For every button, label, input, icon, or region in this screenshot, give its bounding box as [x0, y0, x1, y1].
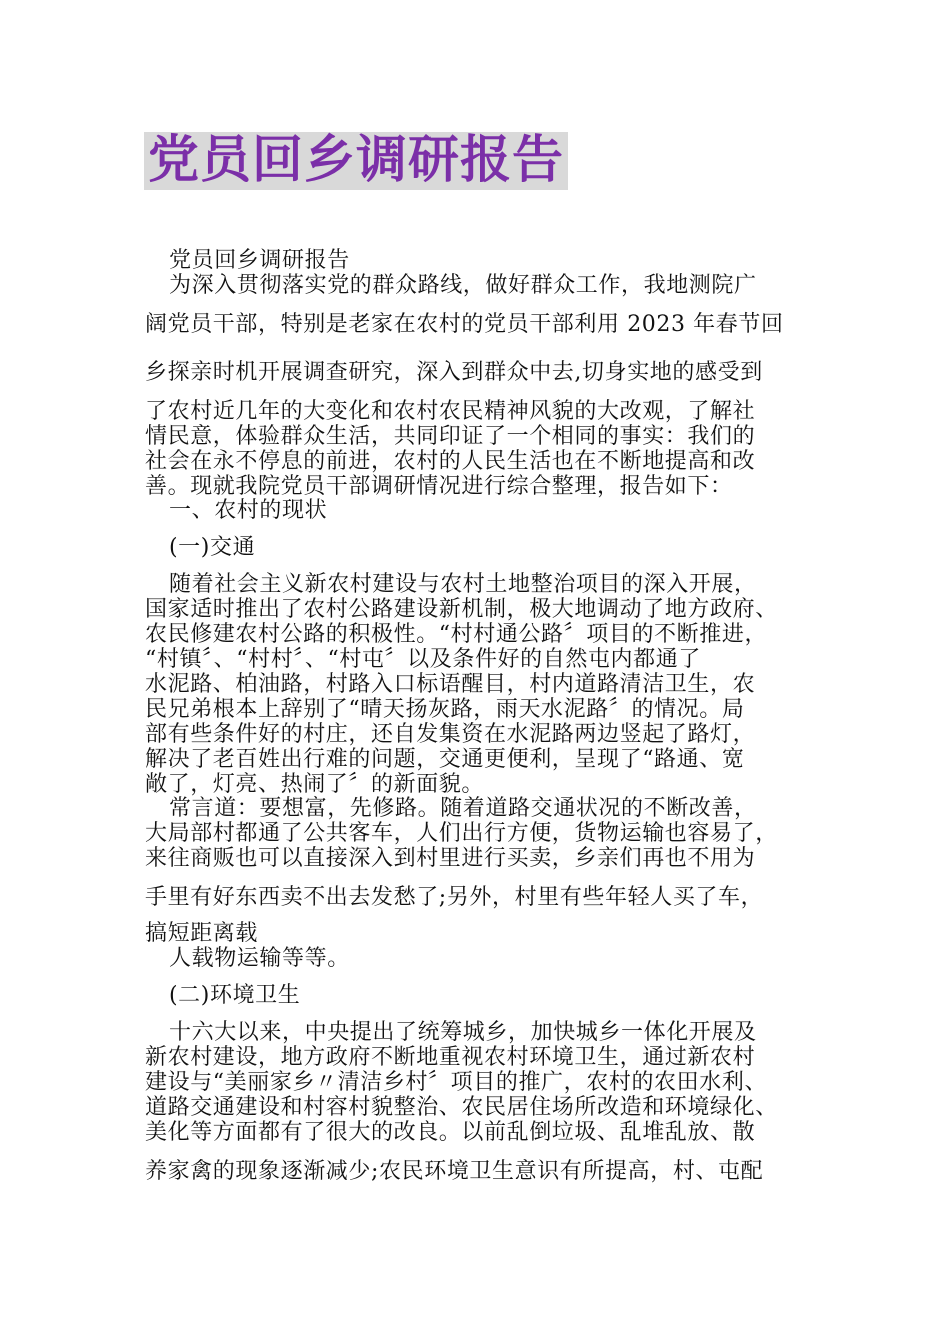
text-line: 随着社会主义新农村建设与农村土地整治项目的深入开展， [169, 572, 757, 597]
text-line: 敞了，灯亮、热闹了〞的新面貌。 [145, 772, 485, 797]
text-line: 国家适时推出了农村公路建设新机制，极大地调动了地方政府、 [145, 597, 778, 622]
text-line: 道路交通建设和村容村貌整治、农民居住场所改造和环境绿化、 [145, 1095, 778, 1120]
text-line: “村镇〞、“村村〞、“村屯〞以及条件好的自然屯内都通了 [145, 647, 701, 672]
text-line: 民兄弟根本上辞别了“晴天扬灰路，雨天水泥路〞的情况。局 [145, 697, 745, 722]
text-line: 情民意，体验群众生活，共同印证了一个相同的事实：我们的 [145, 424, 756, 449]
section-heading: 一、农村的现状 [169, 498, 328, 523]
text-line: 常言道：要想富，先修路。随着道路交通状况的不断改善， [169, 796, 757, 821]
document-title: 党员回乡调研报告 [148, 131, 565, 190]
text-line: 搞短距离载 [145, 921, 259, 946]
text-line: 大局部村都通了公共客车，人们出行方便，货物运输也容易了， [145, 821, 778, 846]
text-line: 阔党员干部，特别是老家在农村的党员干部利用 2023 年春节回 [145, 312, 784, 337]
text-line: 社会在永不停息的前进，农村的人民生活也在不断地提高和改 [145, 449, 756, 474]
text-line: 善。现就我院党员干部调研情况进行综合整理，报告如下： [145, 474, 733, 499]
subsection-heading: (二)环境卫生 [169, 983, 301, 1008]
text-line: 建设与“美丽家乡〃清洁乡村〞项目的推广，农村的农田水利、 [145, 1070, 768, 1095]
text-line: 为深入贯彻落实党的群众路线，做好群众工作，我地测院广 [169, 273, 757, 298]
text-line: 养家禽的现象逐渐减少;农民环境卫生意识有所提高，村、屯配 [145, 1159, 764, 1184]
text-line: 水泥路、柏油路，村路入口标语醒目，村内道路清洁卫生，农 [145, 672, 756, 697]
title-highlight [144, 132, 568, 190]
text-line: 美化等方面都有了很大的改良。以前乱倒垃圾、乱堆乱放、散 [145, 1120, 756, 1145]
text-line: 来往商贩也可以直接深入到村里进行买卖，乡亲们再也不用为 [145, 846, 756, 871]
text-line: 农民修建农村公路的积极性。“村村通公路〞项目的不断推进， [145, 622, 768, 647]
text-line: 了农村近几年的大变化和农村农民精神风貌的大改观，了解社 [145, 399, 756, 424]
text-line: 新农村建设，地方政府不断地重视农村环境卫生，通过新农村 [145, 1045, 756, 1070]
text-line: 乡探亲时机开展调查研究，深入到群众中去,切身实地的感受到 [145, 360, 763, 385]
text-line: 党员回乡调研报告 [169, 248, 350, 273]
text-line: 手里有好东西卖不出去发愁了;另外，村里有些年轻人买了车， [145, 885, 764, 910]
text-line: 部有些条件好的村庄，还自发集资在水泥路两边竖起了路灯， [145, 722, 756, 747]
subsection-heading: (一)交通 [169, 535, 256, 560]
text-line: 十六大以来，中央提出了统筹城乡，加快城乡一体化开展及 [169, 1020, 757, 1045]
text-line: 人载物运输等等。 [169, 946, 350, 971]
text-line: 解决了老百姓出行难的问题，交通更便利，呈现了“路通、宽 [145, 747, 745, 772]
